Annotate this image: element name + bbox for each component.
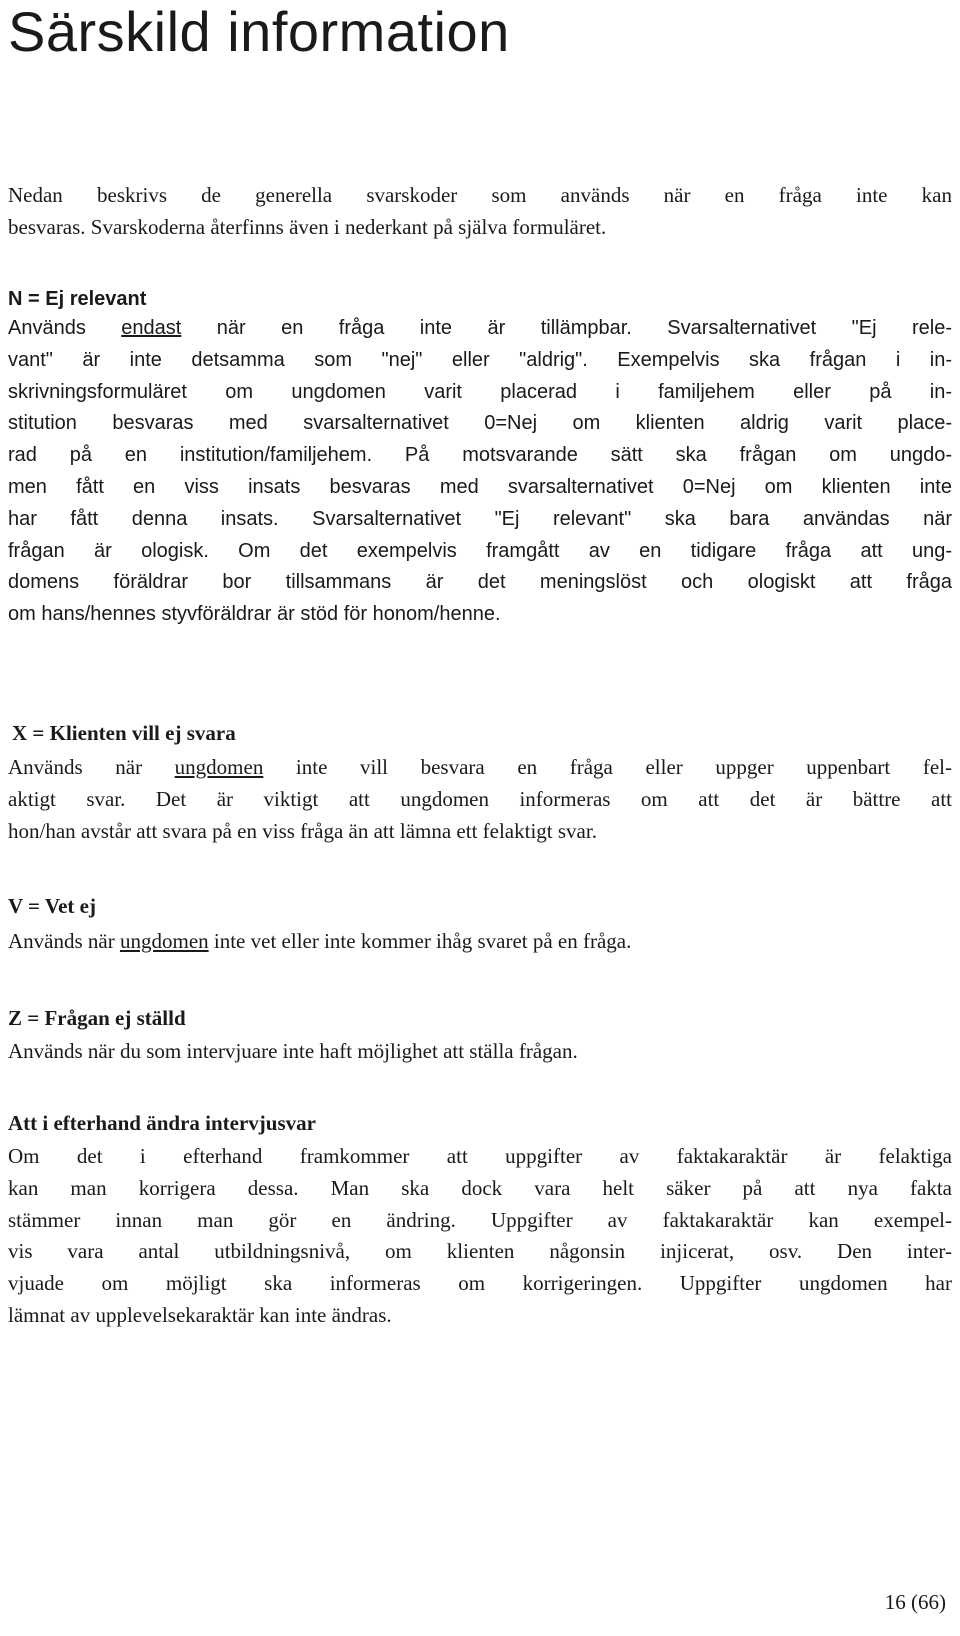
section-change-line: Om det i efterhand framkommer att uppgifter av faktakaraktär är felaktiga: [8, 1144, 952, 1168]
section-n-line1-post: när en fråga inte är tillämpbar. Svarsalternativet "Ej rele-: [181, 317, 952, 339]
section-change-line: vis vara antal utbildningsnivå, om klienten någonsin injicerat, osv. Den inter-: [8, 1239, 952, 1264]
section-x-underlined-word: ungdomen: [174, 755, 264, 779]
section-n-line: men fått en viss insats besvaras med svarsalternativet 0=Nej om klienten inte: [8, 475, 952, 498]
section-change-line: vjuade om möjligt ska informeras om korrigeringen. Uppgifter ungdomen har: [8, 1271, 952, 1296]
section-x-line: hon/han avstår att svara på en viss fråga än att lämna ett felaktigt svar.: [8, 818, 597, 843]
section-n-line: om hans/hennes styvföräldrar är stöd för honom/henne.: [8, 603, 501, 626]
section-v-line: [8, 926, 952, 958]
section-z-line: Används när du som intervjuare inte haft möjlighet att ställa frågan.: [8, 1039, 578, 1063]
section-n-underlined-word: endast: [121, 317, 182, 339]
section-x-line: aktigt svar. Det är viktigt att ungdomen informeras om att det är bättre att: [8, 786, 952, 811]
section-x-paragraph: [8, 752, 952, 847]
intro-paragraph: [8, 180, 952, 244]
section-n-line: [8, 313, 952, 345]
section-change-line: stämmer innan man gör en ändring. Uppgifter av faktakaraktär kan exempel-: [8, 1207, 952, 1232]
section-v-heading: V = Vet ej: [8, 894, 96, 918]
section-n-line: frågan är ologisk. Om det exempelvis framgått av en tidigare fråga att ung-: [8, 539, 952, 562]
section-change-line: lämnat av upplevelsekaraktär kan inte ändras.: [8, 1302, 392, 1327]
section-z-heading: Z = Frågan ej ställd: [8, 1006, 186, 1030]
page-number: 16 (66): [884, 1590, 946, 1614]
section-change-heading: Att i efterhand ändra intervjusvar: [8, 1111, 316, 1135]
section-v-line1-post: inte vet eller inte kommer ihåg svaret på en fråga.: [208, 929, 632, 953]
section-n-line: stitution besvaras med svarsalternativet 0=Nej om klienten aldrig varit place-: [8, 412, 952, 435]
section-n-line: vant" är inte detsamma som "nej" eller "aldrig". Exempelvis ska frågan i in-: [8, 348, 952, 371]
section-n-line: har fått denna insats. Svarsalternativet "Ej relevant" ska bara användas när: [8, 507, 952, 530]
section-x-line: [8, 752, 952, 784]
section-change-paragraph: [8, 1141, 952, 1332]
section-n-heading: N = Ej relevant: [8, 288, 147, 310]
section-x-line1-pre: Används när: [8, 755, 175, 779]
section-x-line1-post: inte vill besvara en fråga eller uppger uppenbart fel-: [263, 755, 952, 779]
section-v-underlined-word: ungdomen: [119, 929, 209, 953]
section-v-line1-pre: Används när: [8, 929, 120, 953]
section-z-paragraph: [8, 1036, 952, 1068]
section-v-paragraph: [8, 926, 952, 958]
section-n-line1-pre: Används: [8, 317, 122, 339]
section-change-line: kan man korrigera dessa. Man ska dock vara helt säker på att nya fakta: [8, 1175, 952, 1200]
intro-line: besvaras. Svarskoderna återfinns även i nederkant på själva formuläret.: [8, 214, 607, 239]
section-x-heading: X = Klienten vill ej svara: [12, 721, 236, 745]
section-n-line: rad på en institution/familjehem. På motsvarande sätt ska frågan om ungdo-: [8, 444, 952, 467]
section-n-line: domens föräldrar bor tillsammans är det meningslöst och ologiskt att fråga: [8, 571, 952, 594]
section-n-line: skrivningsformuläret om ungdomen varit placerad i familjehem eller på in-: [8, 380, 952, 403]
page-title: Särskild information: [8, 0, 510, 63]
intro-line: Nedan beskrivs de generella svarskoder som används när en fråga inte kan: [8, 183, 952, 207]
section-n-paragraph: [8, 313, 952, 631]
